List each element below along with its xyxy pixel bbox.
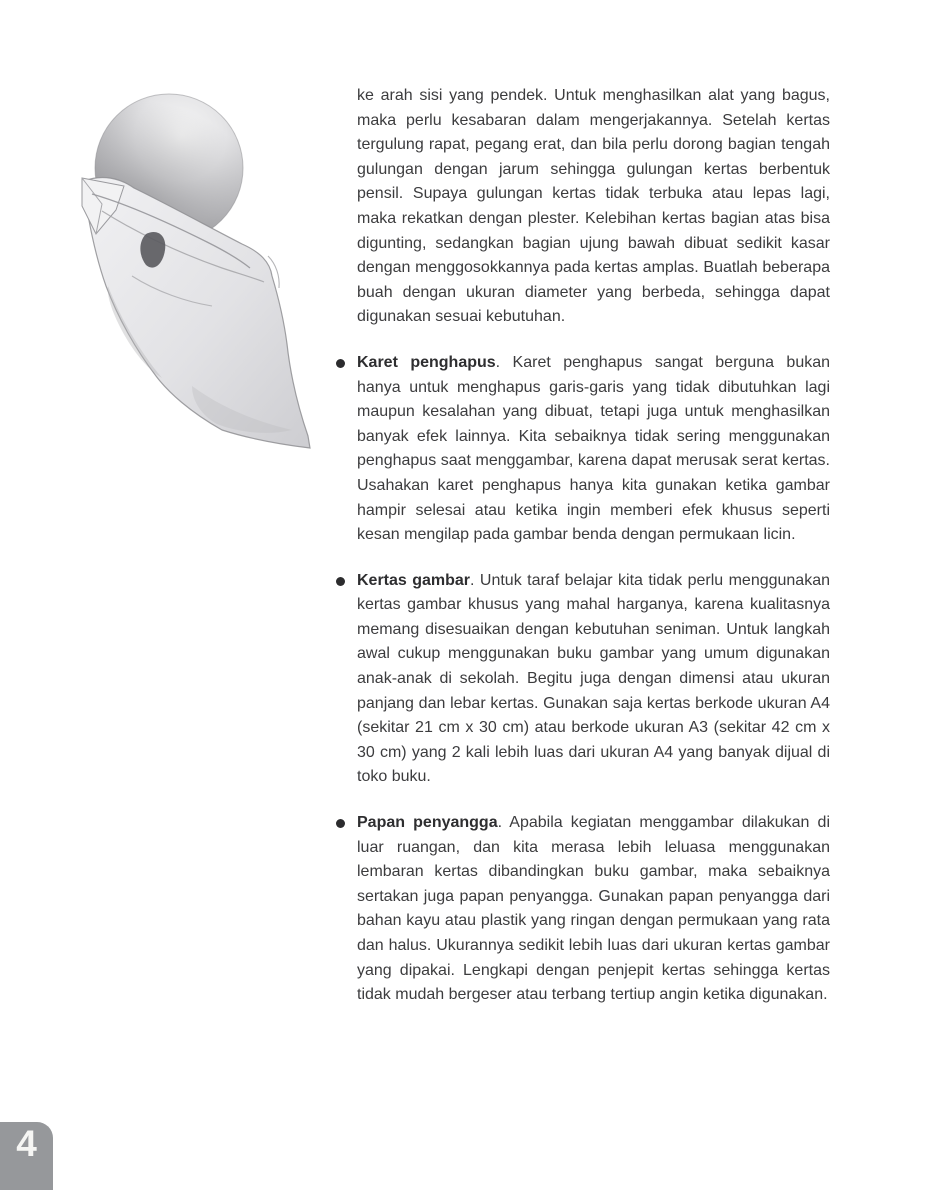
paragraph-continuation: ke arah sisi yang pendek. Untuk menghasilkan alat yang bagus, maka perlu kesabaran dalam mengerjakannya. Setelah kertas tergulung rapat, pegang erat, dan bila perlu dorong bagian tengah gulungan dengan jarum sehingga gulungan kertas berbentuk pensil. Supaya gulungan kertas tidak terbuka atau lepas lagi, maka rekatkan dengan plester. Kelebihan kertas bagian atas bisa digunting, sedangkan bagian ujung bawah dibuat sedikit kasar dengan menggosokkannya pada kertas amplas. Buatlah beberapa buah dengan ukuran diameter yang berbeda, sehingga dapat digunakan sesuai kebutuhan. [357,87,830,326]
body-text [357,84,830,1029]
bullet-icon [336,577,345,586]
hand-ball-sketch [72,86,312,451]
page-number-tab [0,1122,53,1190]
page-number: 4 [16,1123,37,1164]
term-label: Papan penyangga [357,814,498,832]
hand-ball-illustration [72,86,312,451]
term-body: . Untuk taraf belajar kita tidak perlu menggunakan kertas gambar khusus yang mahal harganya, karena kualitasnya memang disesuaikan dengan kebutuhan seniman. Untuk langkah awal cukup menggunakan buku gambar yang umum digunakan anak-anak di sekolah. Begitu juga dengan dimensi atau ukuran panjang dan lebar kertas. Gunakan saja kertas berkode ukuran A4 (sekitar 21 cm x 30 cm) atau berkode ukuran A3 (sekitar 42 cm x 30 cm) yang 2 kali lebih luas dari ukuran A4 yang banyak dijual di toko buku. [357,571,831,786]
term-label: Kertas gambar [357,571,471,589]
list-item-text [357,569,830,790]
list-item-karet-penghapus [357,351,830,548]
list-item-kertas-gambar [357,569,830,790]
list-item-text [357,811,830,1008]
term-body: . Apabila kegiatan menggambar dilakukan di luar ruangan, dan kita merasa lebih leluasa menggunakan lembaran kertas dibandingkan buku gambar, maka sebaiknya sertakan juga papan penyangga. Gunakan papan penyangga dari bahan kayu atau plastik yang ringan dengan permukaan yang rata dan halus. Ukurannya sedikit lebih luas dari ukuran kertas gambar yang dipakai. Lengkapi dengan penjepit kertas sehingga kertas tidak mudah bergeser atau terbang tertiup angin ketika digunakan. [357,814,831,1004]
bullet-icon [336,819,345,828]
list-item-text [357,351,830,548]
term-body: . Karet penghapus sangat berguna bukan hanya untuk menghapus garis-garis yang tidak dibutuhkan lagi maupun kesalahan yang dibuat, tetapi juga untuk menghasilkan banyak efek lainnya. Kita sebaiknya tidak sering menggunakan penghapus saat menggambar, karena dapat merusak serat kertas. Usahakan karet penghapus hanya kita gunakan ketika gambar hampir selesai atau ketika ingin memberi efek khusus seperti kesan mengilap pada gambar benda dengan permukaan licin. [357,353,831,544]
bullet-icon [336,359,345,368]
list-item-papan-penyangga [357,811,830,1008]
term-label: Karet penghapus [357,353,496,371]
